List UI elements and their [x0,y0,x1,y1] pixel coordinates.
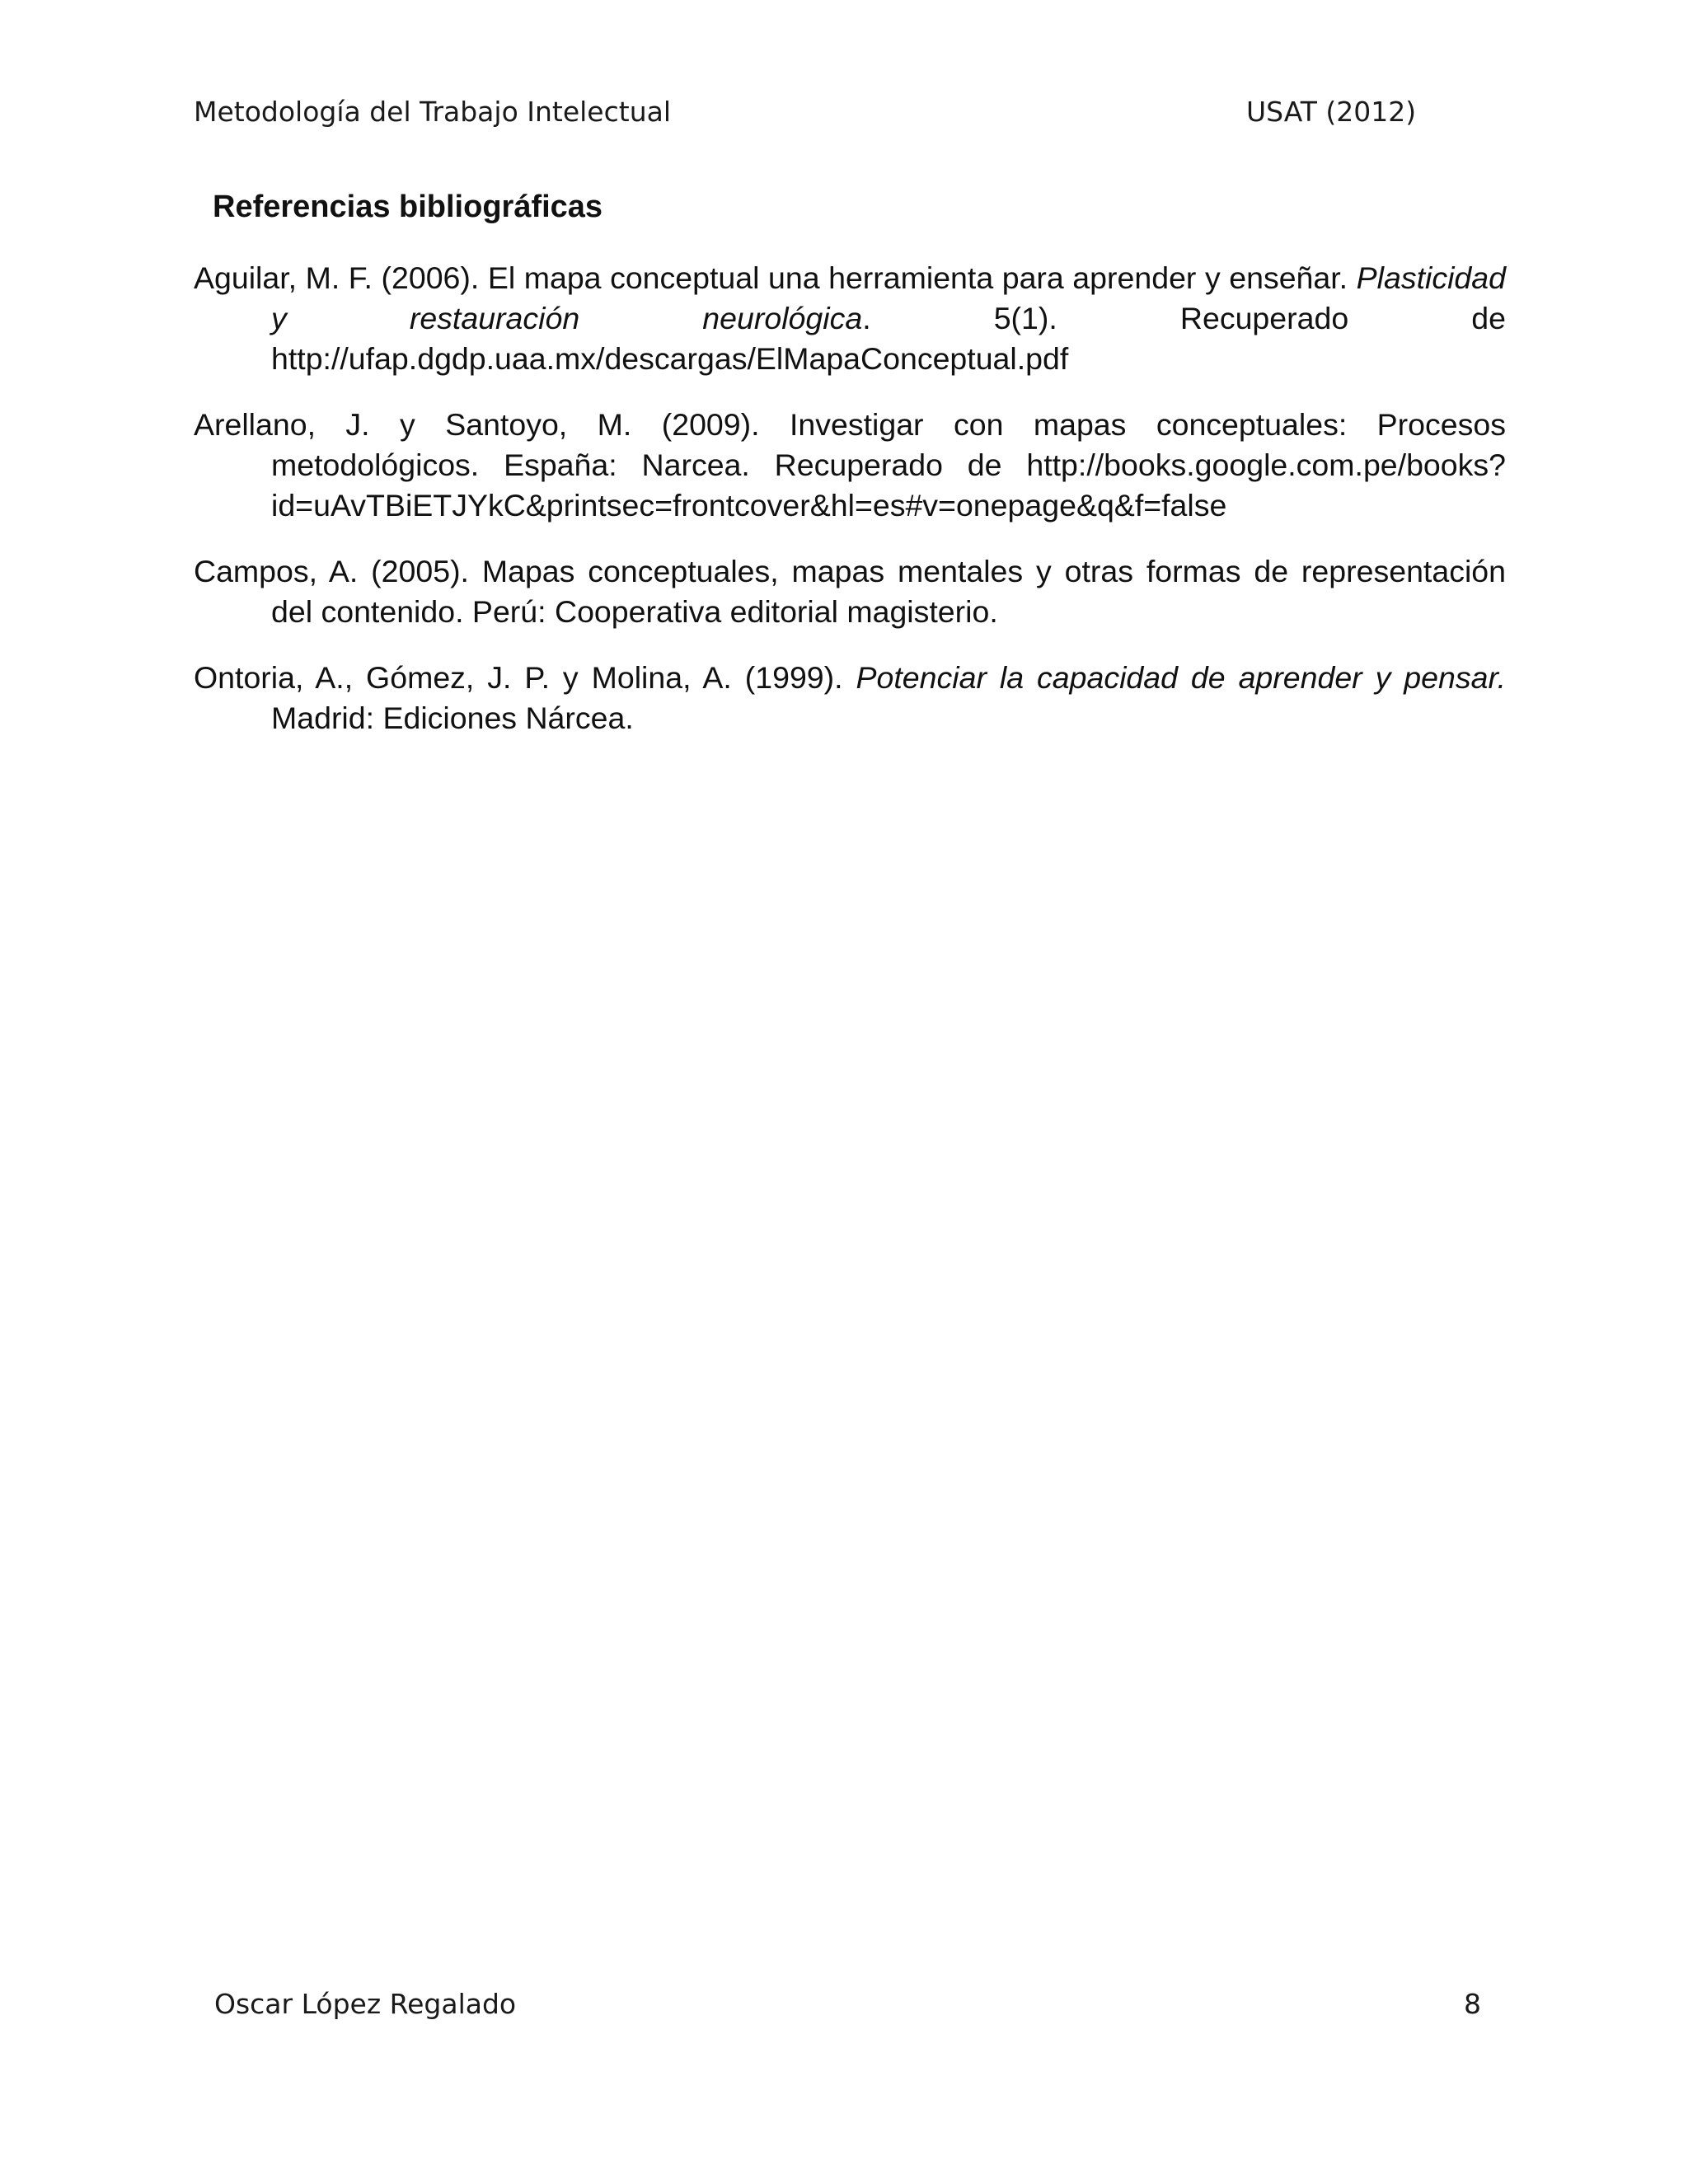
reference-text-end: . 5(1). Recuperado de http://ufap.dgdp.uaa.mx/descargas/ElMapaConceptual.pdf [271,301,1506,376]
reference-italic: Potenciar la capacidad de aprender y pensar. [856,660,1506,695]
section-title: Referencias bibliográficas [213,190,603,224]
reference-text-end: Madrid: Ediciones Nárcea. [271,701,634,735]
reference-list [194,258,1506,764]
reference-text: Campos, A. (2005). Mapas conceptuales, mapas mentales y otras formas de representación del contenido. Perú: Cooperativa editorial magisterio. [194,554,1506,629]
running-header-title: Metodología del Trabajo Intelectual [194,96,671,128]
reference-italic: Plasticidad y restauración neurológica [271,260,1506,335]
reference-entry [194,551,1506,632]
reference-entry [194,258,1506,379]
footer-author: Oscar López Regalado [214,1988,517,2020]
reference-text: Ontoria, A., Gómez, J. P. y Molina, A. (1999). [194,660,856,695]
running-header-institution: USAT (2012) [1246,96,1417,128]
reference-entry [194,658,1506,738]
page-number: 8 [1464,1988,1481,2020]
reference-text: Arellano, J. y Santoyo, M. (2009). Investigar con mapas conceptuales: Procesos metodológicos. España: Narcea. Recuperado de http://books.google.com.pe/books?id=uAvTBiETJYkC&printsec=frontcover&hl=es#v=onepage&q&f=false [194,407,1506,523]
reference-entry [194,405,1506,526]
reference-text: Aguilar, M. F. (2006). El mapa conceptual una herramienta para aprender y enseñar. [194,260,1357,295]
